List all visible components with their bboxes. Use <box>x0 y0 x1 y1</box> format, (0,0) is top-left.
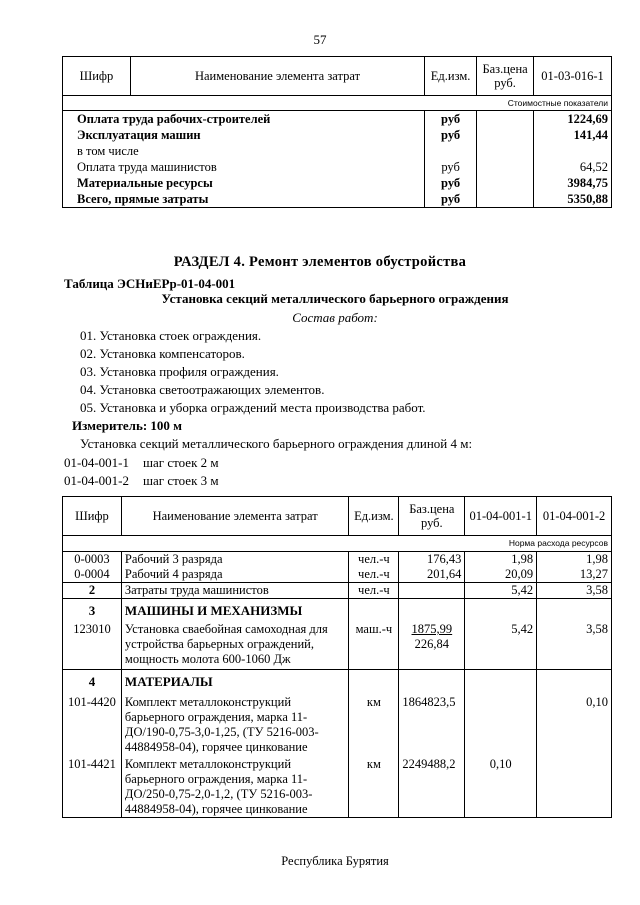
works-title: Состав работ: <box>292 310 378 325</box>
table-row: 0-0004 Рабочий 4 разряда чел.-ч 201,64 20,09 13,27 <box>63 567 612 583</box>
header-norm-code: 01-03-016-1 <box>534 57 612 96</box>
work-item: 01. Установка стоек ограждения. <box>80 328 262 343</box>
subheader: Стоимостные показатели <box>63 96 612 111</box>
variant-code: 01-04-001-1 <box>64 455 129 470</box>
table-row: Эксплуатация машин руб 141,44 <box>63 127 612 143</box>
table-row: 0-0003 Рабочий 3 разряда чел.-ч 176,43 1,98 1,98 <box>63 552 612 568</box>
work-item: 03. Установка профиля ограждения. <box>80 364 279 379</box>
table-row: 101-4421 Комплект металлоконструкций барьерного ограждения, марка 11-ДО/250-0,75-2,0-1,2, (ТУ 5216-003-44884958-04), горячее цинкование км 2249488,2 0,10 <box>63 755 612 818</box>
table-row: Оплата труда машинистов руб 64,52 <box>63 159 612 175</box>
table-row: Всего, прямые затраты руб 5350,88 <box>63 191 612 208</box>
header-code: Шифр <box>63 57 131 96</box>
description: Установка секций металлического барьерного ограждения длиной 4 м: <box>80 436 473 451</box>
header-price: Баз.цена руб. <box>399 497 465 536</box>
price-value-wage: 226,84 <box>414 637 450 651</box>
table-row: в том числе <box>63 143 612 159</box>
header-name: Наименование элемента затрат <box>130 57 424 96</box>
variant-text: шаг стоек 3 м <box>143 473 219 488</box>
section-row: 3 МАШИНЫ И МЕХАНИЗМЫ <box>63 599 612 619</box>
header-unit: Ед.изм. <box>349 497 399 536</box>
cost-table <box>62 56 612 208</box>
table-row: 123010 Установка сваебойная самоходная для устройства барьерных ограждений, мощность молота 600-1060 Дж маш.-ч 1875,99 226,84 5,42 3,58 <box>63 618 612 670</box>
table-title: Установка секций металлического барьерного ограждения <box>161 291 509 306</box>
subheader: Норма расхода ресурсов <box>63 536 612 552</box>
table-row: Оплата труда рабочих-строителей руб 1224,69 <box>63 111 612 128</box>
table-row: 2 Затраты труда машинистов чел.-ч 5,42 3,58 <box>63 583 612 599</box>
work-item: 04. Установка светоотражающих элементов. <box>80 382 325 397</box>
section-row: 4 МАТЕРИАЛЫ <box>63 670 612 690</box>
header-code: Шифр <box>63 497 122 536</box>
resources-table <box>62 496 612 818</box>
measure: Измеритель: 100 м <box>72 418 183 433</box>
page-number: 57 <box>313 32 327 47</box>
header-norm-1: 01-04-001-1 <box>465 497 537 536</box>
work-item: 05. Установка и уборка ограждений места производства работ. <box>80 400 426 415</box>
header-price: Баз.цена руб. <box>477 57 534 96</box>
section-title: РАЗДЕЛ 4. Ремонт элементов обустройства <box>173 254 467 270</box>
table-code: Таблица ЭСНиЕРр-01-04-001 <box>64 276 236 291</box>
table-row: Материальные ресурсы руб 3984,75 <box>63 175 612 191</box>
work-item: 02. Установка компенсаторов. <box>80 346 245 361</box>
variant-text: шаг стоек 2 м <box>143 455 219 470</box>
price-value: 1875,99 <box>411 622 453 636</box>
header-unit: Ед.изм. <box>425 57 477 96</box>
header-norm-2: 01-04-001-2 <box>537 497 612 536</box>
table-row: 101-4420 Комплект металлоконструкций барьерного ограждения, марка 11-ДО/190-0,75-3,0-1,25, (ТУ 5216-003-44884958-04), горячее цинкование км 1864823,5 0,10 <box>63 689 612 755</box>
variant-code: 01-04-001-2 <box>64 473 129 488</box>
header-name: Наименование элемента затрат <box>121 497 348 536</box>
footer: Республика Бурятия <box>281 854 389 868</box>
